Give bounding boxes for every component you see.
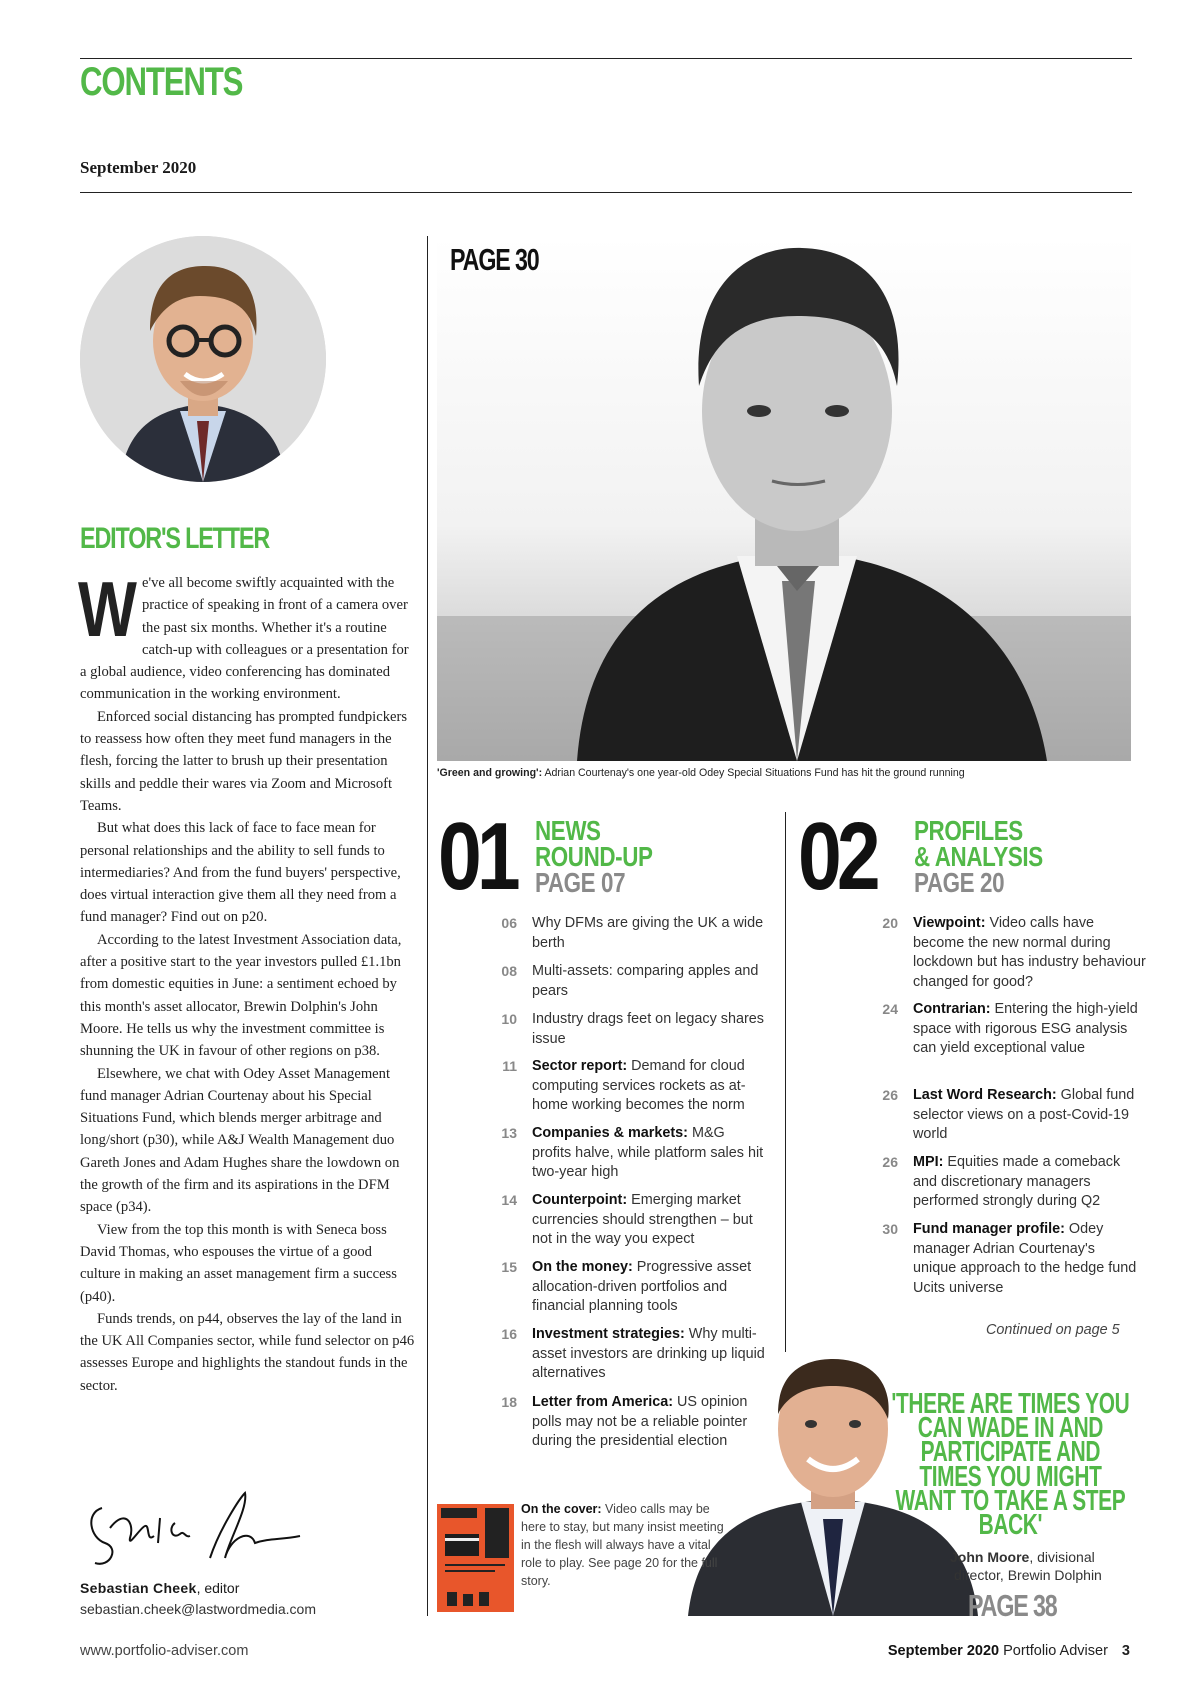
footer-website[interactable]: www.portfolio-adviser.com [80, 1643, 249, 1659]
section-page-link[interactable]: PAGE 20 [914, 867, 1005, 898]
page-title: CONTENTS [80, 60, 243, 104]
feature-photo [437, 236, 1131, 761]
section-number: 01 [438, 803, 516, 910]
editors-letter-paragraph: But what does this lack of face to face mean for personal relationships and the ability to sell funds to intermediaries? And from the fund buyers' perspective, does virtual interaction give them all they need from a fund manager? Find out on p20. [80, 820, 401, 926]
editors-letter-paragraph: According to the latest Investment Association data, after a positive start to the year investors pulled £1.1bn from domestic equities in June: a sentiment echoed by this month's asset allocator, Brewin Dolphin's John Moore. He tells us why the investment committee is shunning the UK in favour of other regions on p38. [80, 931, 402, 1060]
editors-letter-body [78, 565, 415, 1397]
column-divider [427, 236, 428, 1616]
editors-letter-paragraph: Funds trends, on p44, observes the lay of the land in the UK All Companies sector, while fund selector on p46 assesses Europe and highlights the standout funds in the sector. [80, 1310, 415, 1394]
section-page-link[interactable]: PAGE 07 [535, 867, 626, 898]
editors-letter-paragraph: We've all become swiftly acquainted with the practice of speaking in front of a camera over the past six months. Whether it's a routine catch-up with colleagues or a presentation for a global audience, video conferencing has dominated communication in the working environment. [78, 565, 409, 703]
feature-caption: 'Green and growing': Adrian Courtenay's one year-old Odey Special Situations Fund has hit the ground running [437, 767, 965, 779]
quote-page-link[interactable]: PAGE 38 [968, 1588, 1057, 1623]
drop-cap: W [78, 565, 137, 653]
header-rule [80, 192, 1132, 193]
section-title: & ANALYSIS [914, 841, 1043, 872]
section-number: 02 [798, 803, 876, 910]
continued-note[interactable]: Continued on page 5 [986, 1322, 1120, 1338]
editor-portrait [80, 236, 326, 482]
page-number: 3 [1121, 1643, 1130, 1659]
top-rule [80, 58, 1132, 59]
pull-quote: 'THERE ARE TIMES YOU CAN WADE IN AND PARTICIPATE AND TIMES YOU MIGHT WANT TO TAKE A STEP BACK' [891, 1388, 1130, 1542]
editor-email[interactable]: sebastian.cheek@lastwordmedia.com [80, 1601, 316, 1617]
cover-thumbnail[interactable] [437, 1504, 514, 1612]
section-title: NEWS [535, 815, 601, 846]
section-divider [785, 812, 786, 1352]
editors-letter-paragraph: Elsewhere, we chat with Odey Asset Management fund manager Adrian Courtenay about his Special Situations Fund, which blends merger arbitrage and long/short (p30), while A&J Wealth Management duo Gareth Jones and Adam Hughes share the lowdown on the growth of the firm and its aspirations in the DFM space (p34). [80, 1065, 400, 1216]
section-title: ROUND-UP [535, 841, 653, 872]
quote-attribution: John Moore, divisional director, Brewin Dolphin [950, 1549, 1102, 1583]
editor-byline: Sebastian Cheek, editor [80, 1580, 240, 1596]
editors-letter-paragraph: Enforced social distancing has prompted fundpickers to reassess how often they meet fund managers in the flesh, forcing the latter to brush up their presentation skills and peddle their wares via Zoom and Microsoft Teams. [80, 708, 408, 814]
editor-signature [80, 1468, 310, 1578]
editors-letter-heading: EDITOR'S LETTER [80, 522, 270, 555]
feature-page-label: PAGE 30 [450, 242, 539, 277]
editors-letter-paragraph: View from the top this month is with Seneca boss David Thomas, who espouses the virtue of a good culture in making an asset management firm a success (p40). [80, 1221, 397, 1305]
footer-folio: September 2020 Portfolio Adviser 3 [887, 1643, 1130, 1659]
issue-date: September 2020 [80, 158, 197, 177]
section-title: PROFILES [914, 815, 1023, 846]
cover-description: On the cover: Video calls may be here to stay, but many insist meeting in the flesh will always have a vital role to play. See page 20 for the full story. [521, 1502, 724, 1588]
